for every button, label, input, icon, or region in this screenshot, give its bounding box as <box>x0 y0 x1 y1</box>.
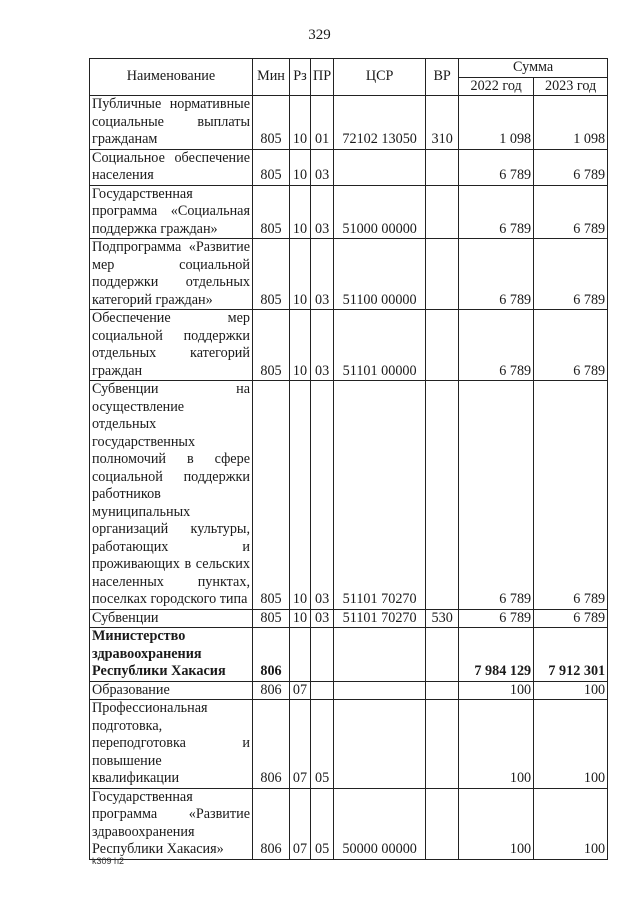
row-csr: 51101 70270 <box>334 609 426 628</box>
table-row <box>90 788 608 859</box>
row-pr: 03 <box>311 609 334 628</box>
row-vr <box>426 700 459 789</box>
row-name: Государственная программа «Развитие здравоохранения Республики Хакасия» <box>90 788 253 859</box>
row-pr: 01 <box>311 96 334 150</box>
row-sum-2023: 7 912 301 <box>534 628 608 682</box>
row-sum-2023: 6 789 <box>534 310 608 381</box>
row-csr: 51100 00000 <box>334 239 426 310</box>
row-sum-2022: 6 789 <box>459 239 534 310</box>
row-rz: 07 <box>290 788 311 859</box>
row-name: Социальное обеспечение населения <box>90 149 253 185</box>
budget-table <box>89 58 608 860</box>
row-pr: 05 <box>311 788 334 859</box>
row-sum-2022: 100 <box>459 788 534 859</box>
row-pr: 03 <box>311 149 334 185</box>
table-row <box>90 609 608 628</box>
row-vr: 310 <box>426 96 459 150</box>
row-rz: 07 <box>290 700 311 789</box>
row-csr <box>334 700 426 789</box>
row-name: Обеспечение мер социальной поддержки отдельных категорий граждан <box>90 310 253 381</box>
row-name: Публичные нормативные социальные выплаты гражданам <box>90 96 253 150</box>
row-sum-2023: 6 789 <box>534 239 608 310</box>
table-row <box>90 239 608 310</box>
row-min: 806 <box>253 700 290 789</box>
row-sum-2023: 100 <box>534 681 608 700</box>
row-rz: 07 <box>290 681 311 700</box>
header-min: Мин <box>253 59 290 96</box>
row-csr: 51101 00000 <box>334 310 426 381</box>
row-pr <box>311 681 334 700</box>
row-vr <box>426 681 459 700</box>
row-vr <box>426 149 459 185</box>
footer-code: k309 h2 <box>92 856 125 866</box>
row-vr <box>426 185 459 239</box>
row-min: 805 <box>253 609 290 628</box>
header-name: Наименование <box>90 59 253 96</box>
row-sum-2022: 6 789 <box>459 149 534 185</box>
header-pr: ПР <box>311 59 334 96</box>
row-name: Профессиональная подготовка, переподготовка и повышение квалификации <box>90 700 253 789</box>
table-row <box>90 628 608 682</box>
row-name: Субвенции <box>90 609 253 628</box>
header-year-2023: 2023 год <box>534 77 608 96</box>
header-rz: Рз <box>290 59 311 96</box>
row-pr: 03 <box>311 310 334 381</box>
row-csr <box>334 681 426 700</box>
header-year-2022: 2022 год <box>459 77 534 96</box>
header-vr: ВР <box>426 59 459 96</box>
row-csr <box>334 149 426 185</box>
row-csr: 51101 70270 <box>334 381 426 610</box>
row-sum-2022: 100 <box>459 700 534 789</box>
row-sum-2022: 100 <box>459 681 534 700</box>
row-min: 806 <box>253 788 290 859</box>
row-name: Государственная программа «Социальная поддержка граждан» <box>90 185 253 239</box>
row-sum-2023: 6 789 <box>534 149 608 185</box>
row-vr: 530 <box>426 609 459 628</box>
row-csr: 51000 00000 <box>334 185 426 239</box>
header-csr: ЦСР <box>334 59 426 96</box>
row-min: 805 <box>253 381 290 610</box>
row-pr: 05 <box>311 700 334 789</box>
header-sum: Сумма <box>459 59 608 78</box>
row-min: 805 <box>253 239 290 310</box>
row-rz: 10 <box>290 185 311 239</box>
row-min: 806 <box>253 681 290 700</box>
row-pr: 03 <box>311 185 334 239</box>
row-csr: 72102 13050 <box>334 96 426 150</box>
row-vr <box>426 788 459 859</box>
row-rz: 10 <box>290 381 311 610</box>
table-row <box>90 310 608 381</box>
row-vr <box>426 239 459 310</box>
row-min: 806 <box>253 628 290 682</box>
row-rz: 10 <box>290 96 311 150</box>
row-sum-2023: 6 789 <box>534 381 608 610</box>
row-min: 805 <box>253 185 290 239</box>
row-vr <box>426 381 459 610</box>
table-row <box>90 381 608 610</box>
row-csr: 50000 00000 <box>334 788 426 859</box>
row-rz: 10 <box>290 609 311 628</box>
row-sum-2023: 6 789 <box>534 609 608 628</box>
row-pr: 03 <box>311 381 334 610</box>
row-min: 805 <box>253 310 290 381</box>
row-rz: 10 <box>290 149 311 185</box>
row-pr: 03 <box>311 239 334 310</box>
row-rz: 10 <box>290 310 311 381</box>
row-name: Субвенции на осуществление отдельных государственных полномочий в сфере социальной поддержки работников муниципальных организаций культуры, работающих и проживающих в сельских населенных пунктах, поселках городского типа <box>90 381 253 610</box>
row-sum-2023: 100 <box>534 788 608 859</box>
row-sum-2022: 7 984 129 <box>459 628 534 682</box>
row-pr <box>311 628 334 682</box>
row-sum-2022: 6 789 <box>459 381 534 610</box>
row-sum-2023: 6 789 <box>534 185 608 239</box>
row-name: Министерство здравоохранения Республики Хакасия <box>90 628 253 682</box>
row-min: 805 <box>253 149 290 185</box>
row-vr <box>426 628 459 682</box>
row-sum-2023: 100 <box>534 700 608 789</box>
row-name: Образование <box>90 681 253 700</box>
row-sum-2023: 1 098 <box>534 96 608 150</box>
page-number: 329 <box>308 27 331 43</box>
row-sum-2022: 1 098 <box>459 96 534 150</box>
table-row <box>90 185 608 239</box>
table-row <box>90 149 608 185</box>
table-row <box>90 96 608 150</box>
table-row <box>90 681 608 700</box>
row-rz: 10 <box>290 239 311 310</box>
row-rz <box>290 628 311 682</box>
row-min: 805 <box>253 96 290 150</box>
table-row <box>90 700 608 789</box>
row-name: Подпрограмма «Развитие мер социальной поддержки отдельных категорий граждан» <box>90 239 253 310</box>
row-sum-2022: 6 789 <box>459 185 534 239</box>
row-sum-2022: 6 789 <box>459 609 534 628</box>
row-csr <box>334 628 426 682</box>
row-sum-2022: 6 789 <box>459 310 534 381</box>
row-vr <box>426 310 459 381</box>
